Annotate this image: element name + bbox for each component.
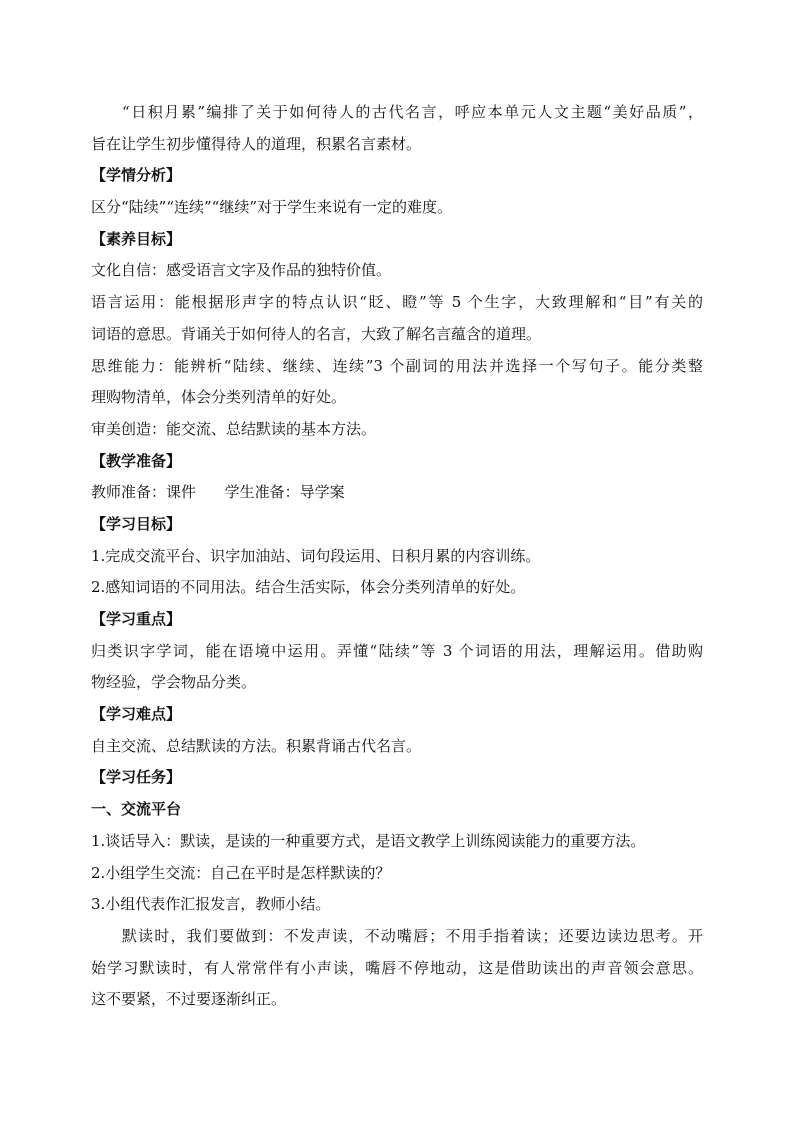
renwu-item-2: 2.小组学生交流：自己在平时是怎样默读的？ xyxy=(91,863,391,882)
mubiao-item-1: 1.完成交流平台、识字加油站、词句段运用、日积月累的内容训练。 xyxy=(91,546,541,565)
section-title-jiaoliu: 一、交流平台 xyxy=(91,800,182,819)
suyang-yuyan-line-1: 语言运用：能根据形声字的特点认识“眨、瞪”等 5 个生字，大致理解和“目”有关的 xyxy=(91,293,703,312)
suyang-siwei-line-2: 理购物清单，体会分类列清单的好处。 xyxy=(91,388,347,407)
renwu-paragraph-line-3: 这不要紧，不过要逐渐纠正。 xyxy=(91,990,287,1009)
zhongdian-line-1: 归类识字学词，能在语境中运用。弄懂“陆续”等 3 个词语的用法，理解运用。借助购 xyxy=(91,641,703,660)
heading-suyang: 【素养目标】 xyxy=(91,229,182,248)
heading-mubiao: 【学习目标】 xyxy=(91,514,182,533)
heading-zhongdian: 【学习重点】 xyxy=(91,610,182,628)
renwu-paragraph-line-2: 始学习默读时，有人常常伴有小声读，嘴唇不停地动，这是借助读出的声音领会意思。 xyxy=(91,958,703,977)
nandian-text: 自主交流、总结默读的方法。积累背诵古代名言。 xyxy=(91,736,422,755)
intro-line-2: 旨在让学生初步懂得待人的道理，积累名言素材。 xyxy=(91,134,422,153)
heading-renwu: 【学习任务】 xyxy=(91,768,182,787)
heading-zhunbei: 【教学准备】 xyxy=(91,451,182,470)
document-page xyxy=(91,97,703,1016)
renwu-item-1: 1.谈话导入：默读，是读的一种重要方式，是语文教学上训练阅读能力的重要方法。 xyxy=(91,831,646,850)
zhongdian-line-2: 物经验，学会物品分类。 xyxy=(91,673,257,692)
suyang-shenmei: 审美创造：能交流、总结默读的基本方法。 xyxy=(91,419,377,438)
heading-xueqing: 【学情分析】 xyxy=(91,166,182,185)
intro-line-1: “日积月累”编排了关于如何待人的古代名言，呼应本单元人文主题“美好品质”， xyxy=(122,103,703,121)
suyang-yuyan-line-2: 词语的意思。背诵关于如何待人的名言，大致了解名言蕴含的道理。 xyxy=(91,324,542,343)
zhunbei-text: 教师准备：课件 学生准备：导学案 xyxy=(91,483,345,502)
heading-nandian: 【学习难点】 xyxy=(91,705,182,724)
suyang-wenhua: 文化自信：感受语言文字及作品的独特价值。 xyxy=(91,261,392,280)
renwu-item-3: 3.小组代表作汇报发言，教师小结。 xyxy=(91,895,331,914)
suyang-siwei-line-1: 思维能力：能辨析“陆续、继续、连续”3 个副词的用法并选择一个写句子。能分类整 xyxy=(91,356,703,375)
renwu-paragraph-line-1: 默读时，我们要做到：不发声读，不动嘴唇；不用手指着读；还要边读边思考。开 xyxy=(122,926,703,945)
mubiao-item-2: 2.感知词语的不同用法。结合生活实际，体会分类列清单的好处。 xyxy=(91,578,526,597)
xueqing-text: 区分“陆续”“连续”“继续”对于学生来说有一定的难度。 xyxy=(91,198,453,217)
